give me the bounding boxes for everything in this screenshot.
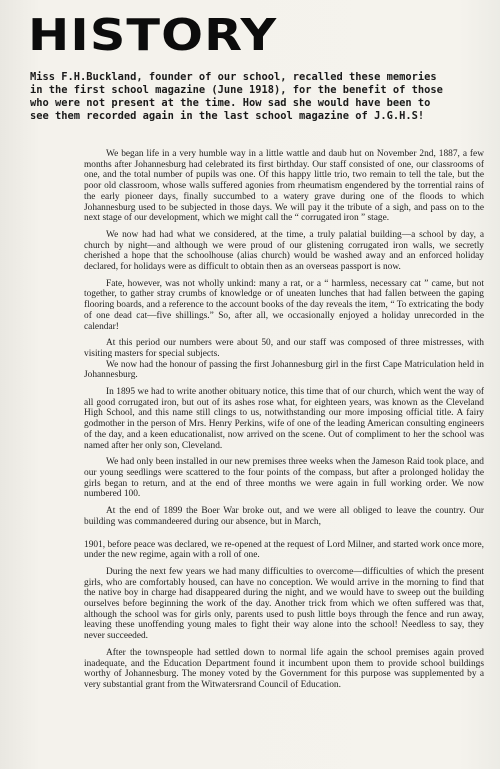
article-paragraph: We began life in a very humble way in a little wattle and daub hut on November 2nd, 1887, a few months after Johannesburg had celebrated its first birthday. Our staff consisted of one, our classrooms of one, and the total number of pupils was one. Of this happy little trio, two remain to tell the tale, but the poor old classroom, whose walls suffered agonies from rheumatism engendered by the torrential rains of the early pioneer days, finally succumbed to a watery grave during one of the floods to which Johannesburg used to be subjected in those days. We will pay it the tribute of a sigh, and pass on to the next stage of our development, which we might call the “ corrugated iron ” stage. — [84, 149, 484, 224]
article-paragraph: We had only been installed in our new premises three weeks when the Jameson Raid took place, and our young seedlings were scattered to the four points of the compass, but after a prolonged holiday the girls began to return, and at the end of three months we were again in full working order. We now numbered 100. — [84, 457, 484, 500]
article-paragraph: We now had had what we considered, at the time, a truly palatial building—a school by day, a church by night—and although we were proud of our glistening corrugated iron walls, we secretly cherished a hope that the schoolhouse (alias church) would be washed away and an enforced holiday declared, for holidays were as difficult to obtain then as an overseas passport is now. — [84, 229, 484, 273]
page-title: HISTORY — [28, 10, 278, 61]
article-paragraph: 1901, before peace was declared, we re-opened at the request of Lord Milner, and started work once more, under the new regime, again with a roll of one. — [84, 539, 484, 561]
article-paragraph: Fate, however, was not wholly unkind: many a rat, or a “ harmless, necessary cat ” came, but not together, to gather stray crumbs of knowledge or of uneaten lunches that had fallen between the gaping flooring boards, and a reference to the account books of the day reveals the item, “ To extricating the body of one dead cat—five shillings.” So, after all, we occasionally enjoyed a holiday unrecorded in the calendar! — [84, 278, 484, 332]
article-paragraph: At the end of 1899 the Boer War broke out, and we were all obliged to leave the country. Our building was commandeered during our absence, but in March, — [84, 506, 484, 527]
article-paragraph: In 1895 we had to write another obituary notice, this time that of our church, which went the way of all good corrugated iron, but out of its ashes rose what, for eighteen years, was known as the Cleveland High School, and this name still clings to us, notwithstanding our more imposing official title. A fairy godmother in the person of Mrs. Henry Perkins, wife of one of the leading American consulting engineers of the day, and a keen educationalist, now arrived on the scene. Out of compliment to her the school was named after her only son, Cleveland. — [84, 387, 484, 451]
article-paragraph: After the townspeople had settled down to normal life again the school premises again proved inadequate, and the Education Department found it incumbent upon them to provide school buildings worthy of Johannesburg. The money voted by the Government for this purpose was supplemented by a very substantial grant from the Witwatersrand Council of Education. — [84, 647, 484, 690]
article-paragraph: At this period our numbers were about 50, and our staff was composed of three mistresses, with visiting masters for special subjects. — [84, 338, 484, 359]
article-paragraph: We now had the honour of passing the first Johannesburg girl in the first Cape Matriculation held in Johannesburg. — [84, 359, 484, 381]
article-paragraph: During the next few years we had many difficulties to overcome—difficulties of which the present girls, who are comfortably housed, can have no conception. We would arrive in the morning to find that the native boy in charge had disappeared during the night, and we would have to sweep out the building ourselves before beginning the work of the day. Another trick from which we often suffered was that, although the school was for girls only, parents used to push little boys through the fence and run away, leaving these unoffending young males to fight their way alone into the school! Needless to say, they never succeeded. — [84, 566, 484, 642]
history-article — [84, 149, 484, 697]
intro-text: Miss F.H.Buckland, founder of our school, recalled these memories in the first school magazine (June 1918), for the benefit of those who were not present at the time. How sad she would have been to see them recorded again in the last school magazine of J.G.H.S! — [30, 71, 443, 122]
